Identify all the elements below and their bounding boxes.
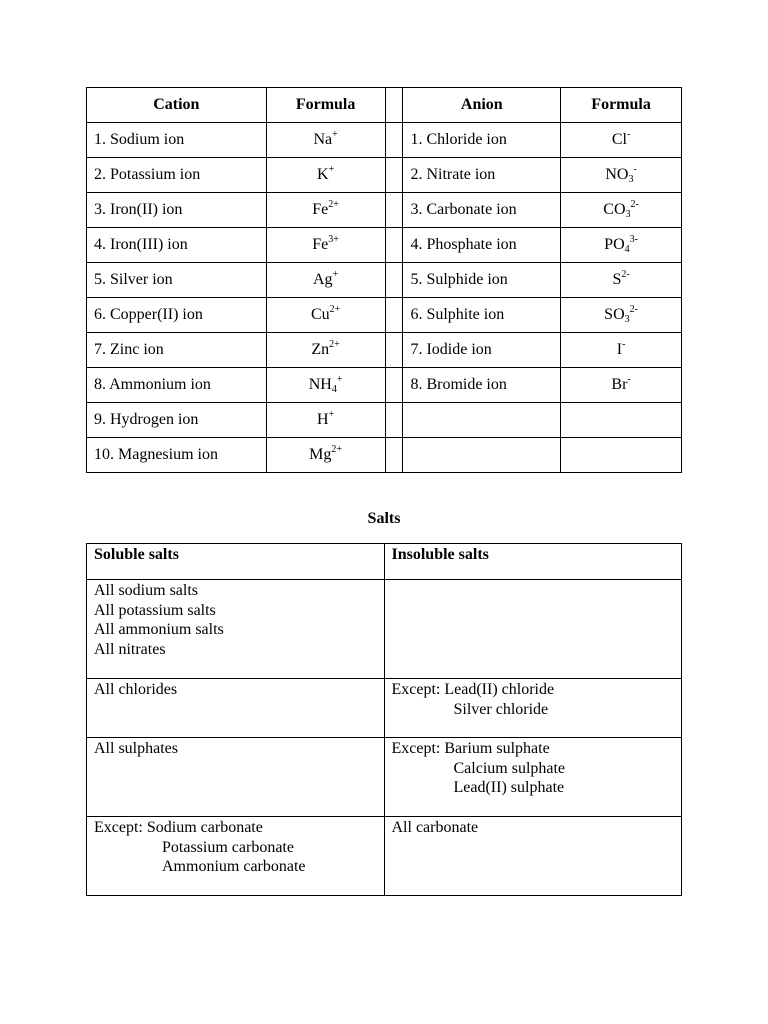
formula-symbol: Zn xyxy=(311,341,330,358)
anion-name xyxy=(403,403,561,438)
cation-header: Cation xyxy=(87,88,267,123)
cation-name: 5. Silver ion xyxy=(87,263,267,298)
formula-charge: + xyxy=(336,374,343,385)
salt-line: Except: Barium sulphate xyxy=(391,740,550,757)
formula-charge: - xyxy=(622,339,626,350)
insoluble-salts-cell xyxy=(384,738,682,817)
cation-formula xyxy=(266,193,385,228)
formula-charge: 2+ xyxy=(331,444,343,455)
formula-symbol: Cu xyxy=(310,306,330,323)
cation-name: 2. Potassium ion xyxy=(87,158,267,193)
formula-symbol: Fe xyxy=(312,236,329,253)
column-gap xyxy=(385,263,403,298)
cation-name: 6. Copper(II) ion xyxy=(87,298,267,333)
anion-formula xyxy=(561,368,682,403)
salt-line: All ammonium salts xyxy=(94,621,224,639)
cation-formula-header: Formula xyxy=(266,88,385,123)
salt-line: Lead(II) sulphate xyxy=(453,779,565,797)
anion-formula xyxy=(561,298,682,333)
cation-name: 7. Zinc ion xyxy=(87,333,267,368)
salt-row xyxy=(87,580,682,679)
cation-name: 9. Hydrogen ion xyxy=(87,403,267,438)
anion-name: 5. Sulphide ion xyxy=(403,263,561,298)
column-gap xyxy=(385,123,403,158)
insoluble-salts-cell xyxy=(384,580,682,679)
ion-row xyxy=(87,438,682,473)
salt-line: All potassium salts xyxy=(94,601,216,619)
cation-name: 4. Iron(III) ion xyxy=(87,228,267,263)
ion-row xyxy=(87,228,682,263)
anion-name: 3. Carbonate ion xyxy=(403,193,561,228)
cation-name: 8. Ammonium ion xyxy=(87,368,267,403)
formula-charge: + xyxy=(328,164,335,175)
salt-line: All sodium salts xyxy=(94,582,199,599)
ion-row xyxy=(87,123,682,158)
formula-charge: + xyxy=(332,269,339,280)
formula-symbol: K xyxy=(316,166,329,183)
cation-name: 1. Sodium ion xyxy=(87,123,267,158)
soluble-salts-cell xyxy=(87,580,385,679)
anion-formula xyxy=(561,263,682,298)
ion-row xyxy=(87,403,682,438)
formula-charge: 2- xyxy=(621,269,630,280)
ion-row xyxy=(87,368,682,403)
soluble-salts-cell xyxy=(87,738,385,817)
anion-name: 7. Iodide ion xyxy=(403,333,561,368)
cation-formula xyxy=(266,123,385,158)
formula-symbol: Cl xyxy=(611,131,627,148)
salts-table xyxy=(86,543,682,896)
insoluble-salts-header: Insoluble salts xyxy=(384,544,682,580)
cation-formula xyxy=(266,438,385,473)
column-gap xyxy=(385,88,403,123)
formula-subscript: 3 xyxy=(628,174,634,185)
formula-symbol: PO xyxy=(604,236,625,253)
formula-charge: 2+ xyxy=(329,339,340,350)
formula-charge: - xyxy=(626,129,631,140)
formula-charge: 3+ xyxy=(328,234,339,245)
column-gap xyxy=(385,158,403,193)
formula-symbol: I xyxy=(616,341,623,358)
cation-formula xyxy=(266,368,385,403)
cation-formula xyxy=(266,228,385,263)
column-gap xyxy=(385,228,403,263)
salt-line: Potassium carbonate xyxy=(162,838,294,856)
anion-formula xyxy=(561,403,682,438)
column-gap xyxy=(385,438,403,473)
column-gap xyxy=(385,333,403,368)
formula-symbol: Na xyxy=(313,131,333,148)
anion-formula xyxy=(561,333,682,368)
formula-symbol: S xyxy=(612,271,622,288)
salts-body xyxy=(87,580,682,896)
ions-table xyxy=(86,87,682,473)
anion-name: 2. Nitrate ion xyxy=(403,158,561,193)
salt-line: Except: Lead(II) chloride xyxy=(391,681,555,698)
formula-subscript: 4 xyxy=(331,384,337,395)
ion-row xyxy=(87,298,682,333)
salt-row xyxy=(87,738,682,817)
anion-formula xyxy=(561,228,682,263)
salts-title: Salts xyxy=(367,510,401,527)
cation-formula xyxy=(266,333,385,368)
column-gap xyxy=(385,403,403,438)
formula-symbol: Fe xyxy=(312,201,329,218)
insoluble-salts-cell xyxy=(384,817,682,896)
cation-formula xyxy=(266,403,385,438)
anion-formula xyxy=(561,193,682,228)
soluble-salts-cell xyxy=(87,817,385,896)
cation-name: 10. Magnesium ion xyxy=(87,438,267,473)
column-gap xyxy=(385,298,403,333)
formula-charge: 2+ xyxy=(329,304,341,315)
salt-line: Except: Sodium carbonate xyxy=(94,819,263,836)
ion-row xyxy=(87,158,682,193)
column-gap xyxy=(385,368,403,403)
anion-formula xyxy=(561,158,682,193)
formula-charge: - xyxy=(627,374,631,385)
cation-formula xyxy=(266,263,385,298)
formula-charge: 2- xyxy=(629,304,638,315)
salt-line: All nitrates xyxy=(94,640,166,658)
anion-formula xyxy=(561,438,682,473)
salt-line: All sulphates xyxy=(94,740,178,757)
salt-line: All carbonate xyxy=(391,819,479,836)
formula-charge: 3- xyxy=(629,234,638,245)
anion-name: 6. Sulphite ion xyxy=(403,298,561,333)
formula-charge: + xyxy=(332,129,338,140)
formula-charge: 2+ xyxy=(328,199,339,210)
ions-header-row xyxy=(87,88,682,123)
ions-body xyxy=(87,123,682,473)
formula-subscript: 3 xyxy=(624,314,630,325)
soluble-salts-cell xyxy=(87,679,385,738)
salt-line: Silver chloride xyxy=(453,700,549,718)
ion-row xyxy=(87,333,682,368)
salt-line: All chlorides xyxy=(94,681,178,698)
anion-name: 8. Bromide ion xyxy=(403,368,561,403)
anion-formula xyxy=(561,123,682,158)
anion-name xyxy=(403,438,561,473)
cation-name: 3. Iron(II) ion xyxy=(87,193,267,228)
salts-header-row xyxy=(87,544,682,580)
salt-row xyxy=(87,679,682,738)
cation-formula xyxy=(266,158,385,193)
salt-line: Ammonium carbonate xyxy=(162,858,306,876)
anion-header: Anion xyxy=(403,88,561,123)
formula-symbol: Ag xyxy=(312,271,333,288)
formula-charge: 2- xyxy=(630,199,639,210)
cation-formula xyxy=(266,298,385,333)
column-gap xyxy=(385,193,403,228)
formula-symbol: H xyxy=(316,411,329,428)
formula-charge: + xyxy=(328,409,335,420)
formula-symbol: Mg xyxy=(309,446,332,463)
formula-symbol: NO xyxy=(605,166,629,183)
formula-charge: - xyxy=(633,164,637,175)
insoluble-salts-cell xyxy=(384,679,682,738)
formula-symbol: Br xyxy=(611,376,628,393)
ion-row xyxy=(87,193,682,228)
formula-symbol: NH xyxy=(308,376,332,393)
formula-symbol: SO xyxy=(604,306,625,323)
formula-symbol: CO xyxy=(603,201,626,218)
ion-row xyxy=(87,263,682,298)
soluble-salts-header: Soluble salts xyxy=(87,544,385,580)
salt-row xyxy=(87,817,682,896)
anion-name: 4. Phosphate ion xyxy=(403,228,561,263)
formula-subscript: 3 xyxy=(625,209,631,220)
anion-formula-header: Formula xyxy=(561,88,682,123)
anion-name: 1. Chloride ion xyxy=(403,123,561,158)
salt-line: Calcium sulphate xyxy=(453,759,566,777)
formula-subscript: 4 xyxy=(624,244,630,255)
